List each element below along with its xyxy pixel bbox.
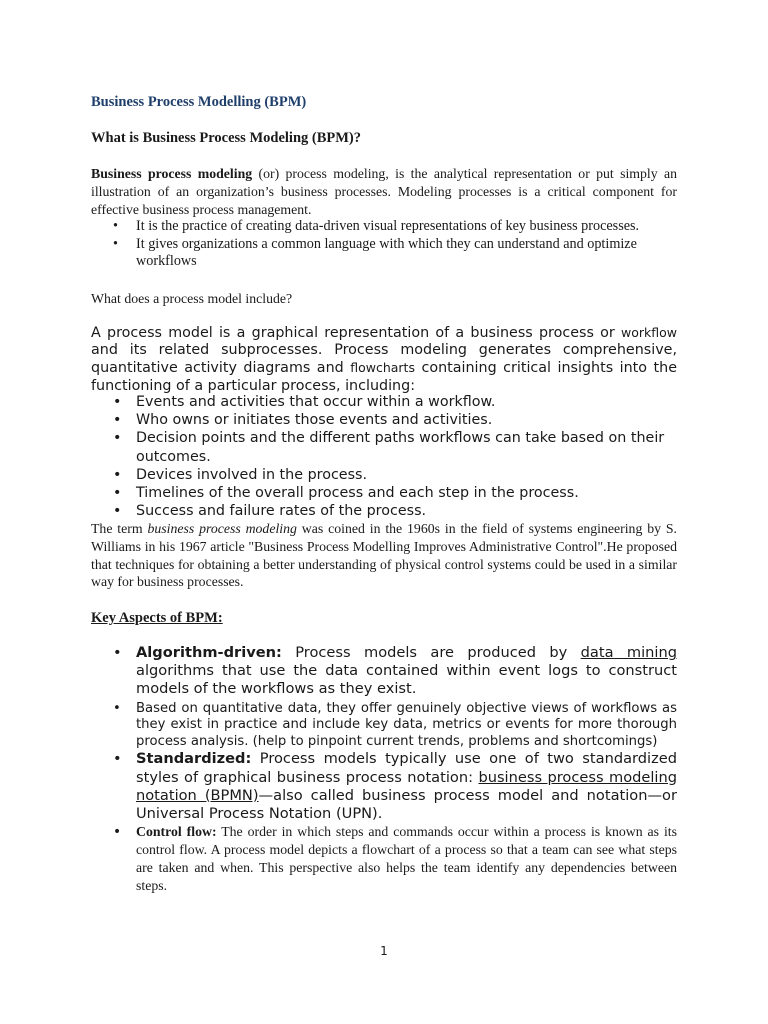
list-item: • Control flow: The order in which steps and commands occur within a process is known as its control flow. A process model depicts a flowchart of a process so that a team can see what steps are taken and when. This perspective also helps the team identify any dependencies between steps. xyxy=(113,824,677,894)
flowcharts-term: flowcharts xyxy=(350,360,415,376)
list-item: • Based on quantitative data, they offer genuinely objective views of workflows as they exist in practice and include key data, metrics or events for more thorough process analysis. (help to pinpoint current trends, problems and shortcomings) xyxy=(113,700,677,749)
list-item: • Devices involved in the process. xyxy=(113,466,368,483)
bullet-icon: • xyxy=(113,235,118,252)
workflow-term: workflow xyxy=(621,325,677,340)
intro-bold-term: Business process modeling xyxy=(91,166,253,181)
bullet-icon: • xyxy=(113,430,122,447)
control-flow-label: Control flow: xyxy=(136,824,217,840)
bullet-icon: • xyxy=(113,644,122,661)
intro-bullet-list xyxy=(91,218,677,271)
section-question: What is Business Process Modeling (BPM)? xyxy=(91,130,361,146)
bullet-icon: • xyxy=(113,700,121,716)
model-description: A process model is a graphical representation of a business process or workflow and its related subprocesses. Process modeling generates comprehensive, quantitative activity diagrams and flowcharts containing critical insights into the functioning of a particular process, including: xyxy=(91,325,677,394)
list-item: • Decision points and the different paths workflows can take based on their outcomes. xyxy=(113,430,665,465)
list-item: • Who owns or initiates those events and activities. xyxy=(113,412,493,429)
list-item: • Timelines of the overall process and each step in the process. xyxy=(113,485,579,502)
bullet-icon: • xyxy=(113,412,122,429)
bullet-icon: • xyxy=(113,218,118,234)
list-item: • It is the practice of creating data-driven visual representations of key business processes. xyxy=(113,218,640,234)
key-aspects-list xyxy=(91,644,677,895)
document-title: Business Process Modelling (BPM) xyxy=(91,94,307,110)
bullet-icon: • xyxy=(113,503,122,520)
data-mining-link[interactable]: data mining xyxy=(580,644,677,661)
list-item: • Success and failure rates of the process. xyxy=(113,503,427,520)
list-item: • Standardized: Process models typically use one of two standardized styles of graphical business process notation: business process modeling notation (BPMN)—also called business process model and notation—or Universal Process Notation (UPN). xyxy=(113,750,677,822)
bullet-icon: • xyxy=(113,394,122,410)
bullet-icon: • xyxy=(113,750,122,768)
list-item: • Events and activities that occur within a workflow. xyxy=(113,394,496,410)
intro-paragraph xyxy=(91,165,677,219)
algorithm-driven-label: Algorithm-driven: xyxy=(136,644,282,661)
include-bullet-list xyxy=(91,393,677,520)
history-italic-term: business process modeling xyxy=(147,521,297,536)
include-heading: What does a process model include? xyxy=(91,291,293,306)
list-item: • It gives organizations a common language with which they can understand and optimize workflows xyxy=(113,235,637,269)
bullet-icon: • xyxy=(113,485,122,502)
bullet-icon: • xyxy=(113,466,122,483)
intro-text: (or) process modeling, is the analytical representation or put simply an illustration of an organization’s business processes. Modeling processes is a critical component for effective business process management. xyxy=(91,166,678,217)
list-item: • Algorithm-driven: Process models are produced by data mining algorithms that use the data contained within event logs to construct models of the workflows as they exist. xyxy=(113,644,677,698)
page-number: 1 xyxy=(380,944,388,958)
bpmn-link[interactable]: business process modeling notation (BPMN) xyxy=(136,768,677,804)
standardized-label: Standardized: xyxy=(136,750,252,768)
bullet-icon: • xyxy=(113,824,122,841)
history-paragraph: The term business process modeling was coined in the 1960s in the field of systems engineering by S. Williams in his 1967 article "Business Process Modelling Improves Administrative Control".He proposed that techniques for obtaining a better understanding of physical control systems could be used in a similar way for business processes. xyxy=(91,521,677,590)
key-aspects-heading: Key Aspects of BPM: xyxy=(91,610,223,626)
